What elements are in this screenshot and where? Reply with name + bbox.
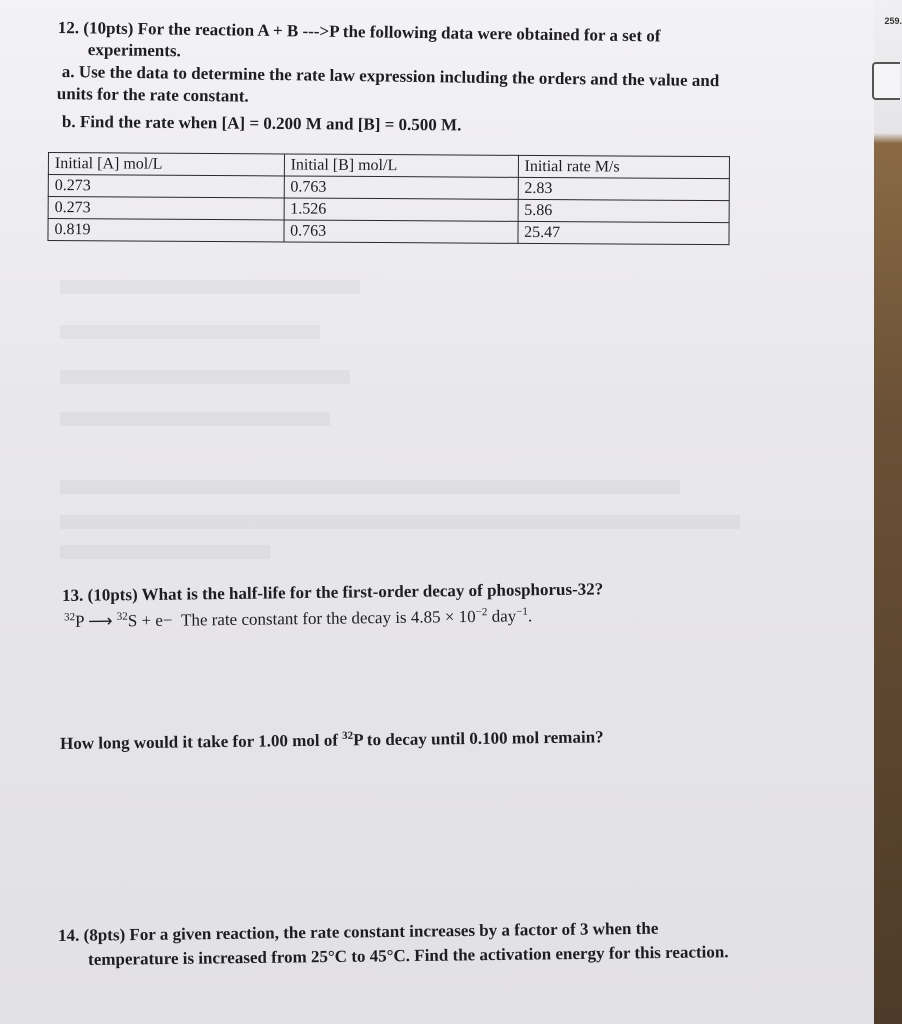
cell-a: 0.273 <box>48 197 284 220</box>
q12-line2: experiments. <box>87 40 182 61</box>
header-initial-a: Initial [A] mol/L <box>48 153 284 176</box>
q13-followup-post: P to decay until 0.100 mol remain? <box>353 727 604 750</box>
q13-unit-exponent: −1 <box>516 605 528 618</box>
cell-b: 1.526 <box>284 198 518 221</box>
edge-label: 259. <box>884 16 902 26</box>
cell-b: 0.763 <box>284 176 518 199</box>
bleed-through-mark <box>60 545 270 559</box>
q13-exponent: −2 <box>475 606 488 619</box>
bleed-through-mark <box>60 370 350 384</box>
bleed-through-mark <box>60 280 360 294</box>
q13-mass-number: 32 <box>116 610 128 623</box>
q13-period: . <box>527 606 533 626</box>
cell-rate: 25.47 <box>518 221 730 244</box>
q12-part-a-line2: units for the rate constant. <box>56 84 249 106</box>
q13-element-p: P <box>74 611 85 631</box>
q14-line2: temperature is increased from 25°C to 45°C. Find the activation energy for this reaction. <box>88 942 729 969</box>
cell-rate: 2.83 <box>518 177 730 200</box>
desk-edge <box>874 0 902 1024</box>
bleed-through-mark <box>60 480 680 494</box>
cell-a: 0.819 <box>48 219 284 242</box>
q13-followup-sup: 32 <box>342 729 354 742</box>
q13-products: S + e− <box>127 610 173 631</box>
q12-line1: 12. (10pts) For the reaction A + B --->P the following data were obtained for a set of <box>57 18 661 46</box>
q13-unit: day <box>487 606 517 626</box>
q12-part-b: b. Find the rate when [A] = 0.200 M and [B] = 0.500 M. <box>61 112 462 135</box>
arrow-icon: ⟶ <box>88 611 113 631</box>
q12-part-a-line1: a. Use the data to determine the rate law expression including the orders and the value and <box>61 62 720 91</box>
q13-mass-number: 32 <box>63 611 76 624</box>
cell-b: 0.763 <box>284 220 518 243</box>
rate-data-table <box>47 152 730 245</box>
bleed-through-mark <box>60 325 320 339</box>
table-row <box>48 219 729 245</box>
q14-line1: 14. (8pts) For a given reaction, the rate constant increases by a factor of 3 when the <box>58 918 659 945</box>
cell-a: 0.273 <box>48 175 284 198</box>
header-initial-b: Initial [B] mol/L <box>284 154 518 177</box>
bleed-through-mark <box>60 412 330 426</box>
bleed-through-mark <box>60 515 740 529</box>
q13-followup-pre: How long would it take for 1.00 mol of <box>60 730 343 753</box>
edge-bracket <box>872 62 900 100</box>
q13-line1: 13. (10pts) What is the half-life for the first-order decay of phosphorus-32? <box>62 579 604 605</box>
header-initial-rate: Initial rate M/s <box>518 155 730 178</box>
cell-rate: 5.86 <box>518 199 730 222</box>
q13-rate-constant-text: The rate constant for the decay is 4.85 × 10 <box>180 606 476 630</box>
